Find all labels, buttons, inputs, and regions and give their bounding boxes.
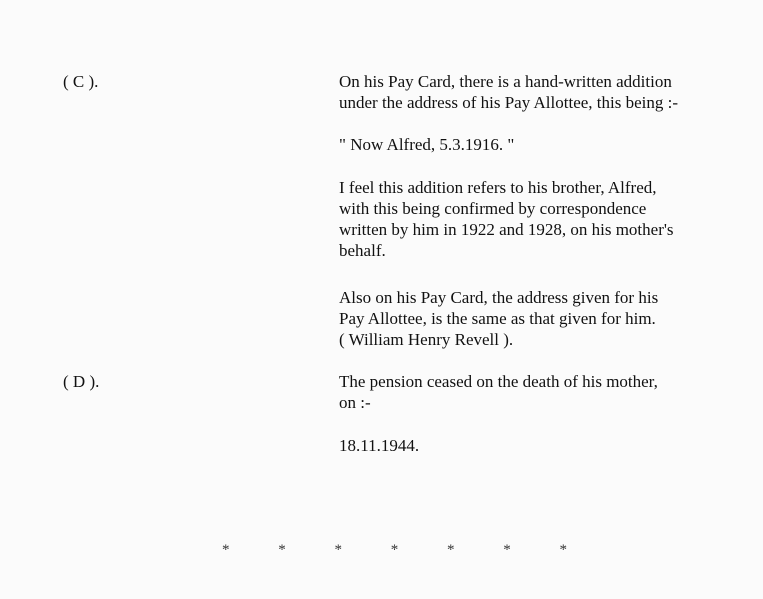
text-line: under the address of his Pay Allottee, this being :- (339, 93, 678, 112)
section-c-paragraph-address (339, 287, 709, 350)
section-c-quote (339, 134, 709, 155)
section-c-paragraph-pay-card (339, 71, 709, 113)
text-line: ( William Henry Revell ). (339, 330, 514, 349)
asterisk-separator (222, 540, 567, 561)
asterisk: * (222, 542, 230, 558)
text-line: written by him in 1922 and 1928, on his mother's (339, 220, 674, 239)
text-line: 18.11.1944. (339, 436, 420, 455)
text-line: On his Pay Card, there is a hand-written addition (339, 72, 672, 91)
section-d-paragraph-pension (339, 371, 709, 413)
text-line: with this being confirmed by correspondence (339, 199, 647, 218)
section-d-label: ( D ). (63, 372, 100, 391)
asterisk: * (559, 542, 567, 558)
section-d-date (339, 435, 709, 456)
asterisk: * (334, 542, 342, 558)
text-line: I feel this addition refers to his brother, Alfred, (339, 178, 657, 197)
section-c-label: ( C ). (63, 72, 99, 91)
asterisk: * (278, 542, 286, 558)
text-line: Pay Allottee, is the same as that given for him. (339, 309, 656, 328)
asterisk: * (447, 542, 455, 558)
section-c-paragraph-brother (339, 177, 709, 261)
asterisk: * (503, 542, 511, 558)
asterisk: * (390, 542, 399, 558)
text-line: Also on his Pay Card, the address given for his (339, 288, 659, 307)
text-line: behalf. (339, 241, 386, 260)
text-line: " Now Alfred, 5.3.1916. " (339, 135, 515, 154)
text-line: on :- (339, 393, 371, 412)
text-line: The pension ceased on the death of his mother, (339, 372, 658, 391)
